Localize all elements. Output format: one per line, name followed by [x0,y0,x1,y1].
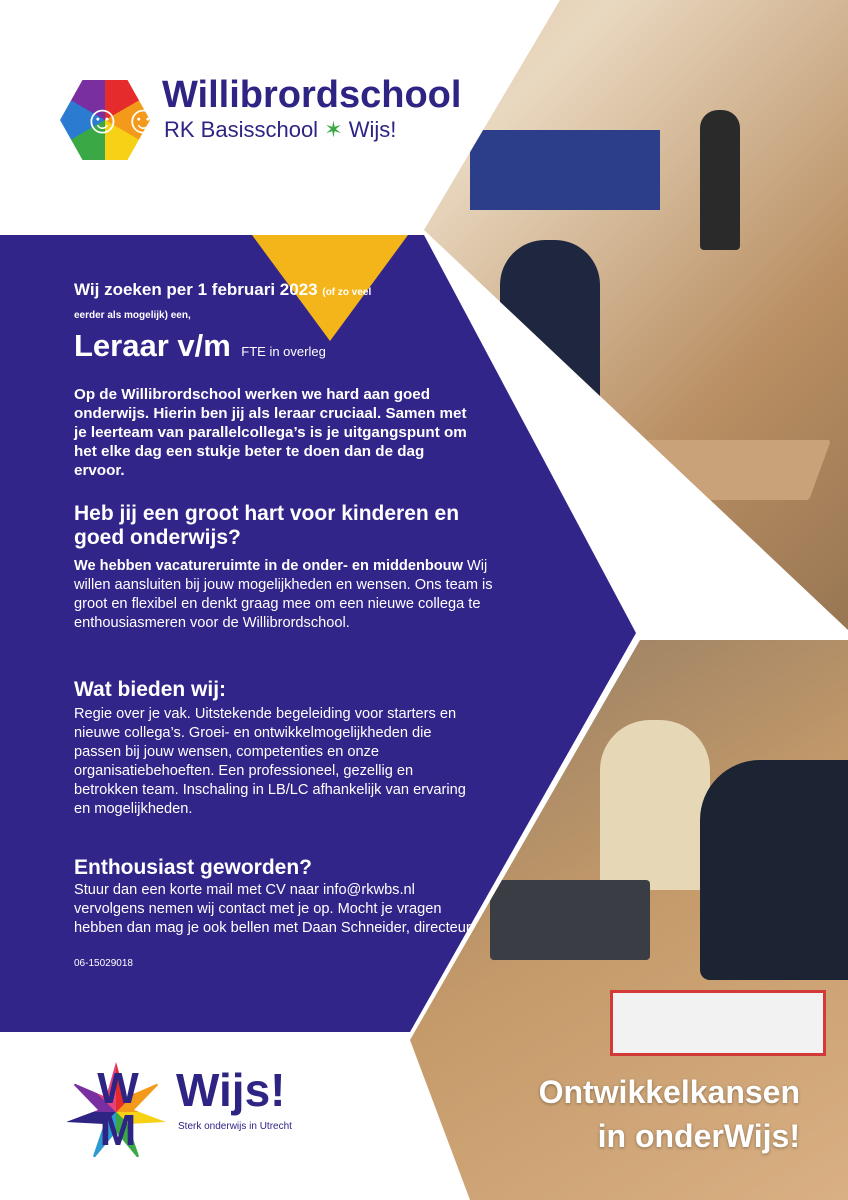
school-name: Willibrordschool [162,74,462,116]
contact-phone: 06-15029018 [74,958,133,969]
teacher-figure [700,110,740,250]
slogan [500,1070,800,1158]
desk-shape [549,440,831,500]
laptop-shape [490,880,650,960]
intro-line [74,280,474,326]
intro-small-2: eerder als mogelijk) een, [74,310,191,321]
paragraph-hart [74,557,494,633]
school-sub-right: Wijs! [348,117,397,142]
school-subtitle [164,117,396,143]
wall-artwork [470,130,660,210]
children-figures-icon: ☺☺ [82,98,164,142]
intro-small-1: (of zo veel [322,287,372,298]
heading-enthousiast: Enthousiast geworden? [74,856,313,879]
role-title: Leraar v/m [74,328,231,363]
paragraph-contact: Stuur dan een korte mail met CV naar info@rkwbs.nl vervolgens nemen wij contact met je op. Mocht je vragen hebben dan mag je ook bellen met Daan Schneider, directeur [74,882,471,936]
teacher-figure-bottom [700,760,848,980]
wijs-star-icon: ✶ [324,117,343,142]
heading-hart: Heb jij een groot hart voor kinderen en goed onderwijs? [74,502,460,549]
whiteboard-shape [610,990,826,1056]
heading-bieden: Wat bieden wij: [74,678,227,701]
role-heading [74,328,434,364]
wijs-logo-letters [78,1064,158,1155]
intro-paragraph: Op de Willibrordschool werken we hard aan goed onderwijs. Hierin ben jij als leraar cruciaal. Samen met je leerteam van parallelcollega’s is je uitgangspunt om het elke dag een stukje beter te doen dan de dag ervoor. [74,386,467,479]
paragraph-hart-text: Wij willen aansluiten bij jouw mogelijkheden en wensen. Ons team is groot en flexibel en denkt graag mee om een nieuwe collega te enthousiasmeren voor de Willibrordschool. [74,558,493,631]
school-sub-left: RK Basisschool [164,117,319,142]
wijs-tagline: Sterk onderwijs in Utrecht [178,1121,292,1132]
role-fte: FTE in overleg [241,344,326,359]
girl-figure [600,720,710,890]
paragraph-bieden: Regie over je vak. Uitstekende begeleiding voor starters en nieuwe collega’s. Groei- en ontwikkelmogelijkheden die passen bij jouw wensen, competenties en onze organisatiebehoeften. Een professioneel, gezellig en betrokken team. Inschaling in LB/LC afhankelijk van ervaring en mogelijkheden. [74,706,466,817]
wijs-logo-letter-bottom: M [99,1106,137,1155]
paragraph-hart-lead: We hebben vacatureruimte in de onder- en middenbouw [74,558,463,574]
wijs-logo-letter-top: W [97,1064,139,1113]
slogan-line-2: in onderWijs! [597,1118,800,1154]
wijs-brand-name: Wijs! [176,1064,286,1116]
intro-main: Wij zoeken per 1 februari 2023 [74,280,318,299]
slogan-line-1: Ontwikkelkansen [538,1074,800,1110]
